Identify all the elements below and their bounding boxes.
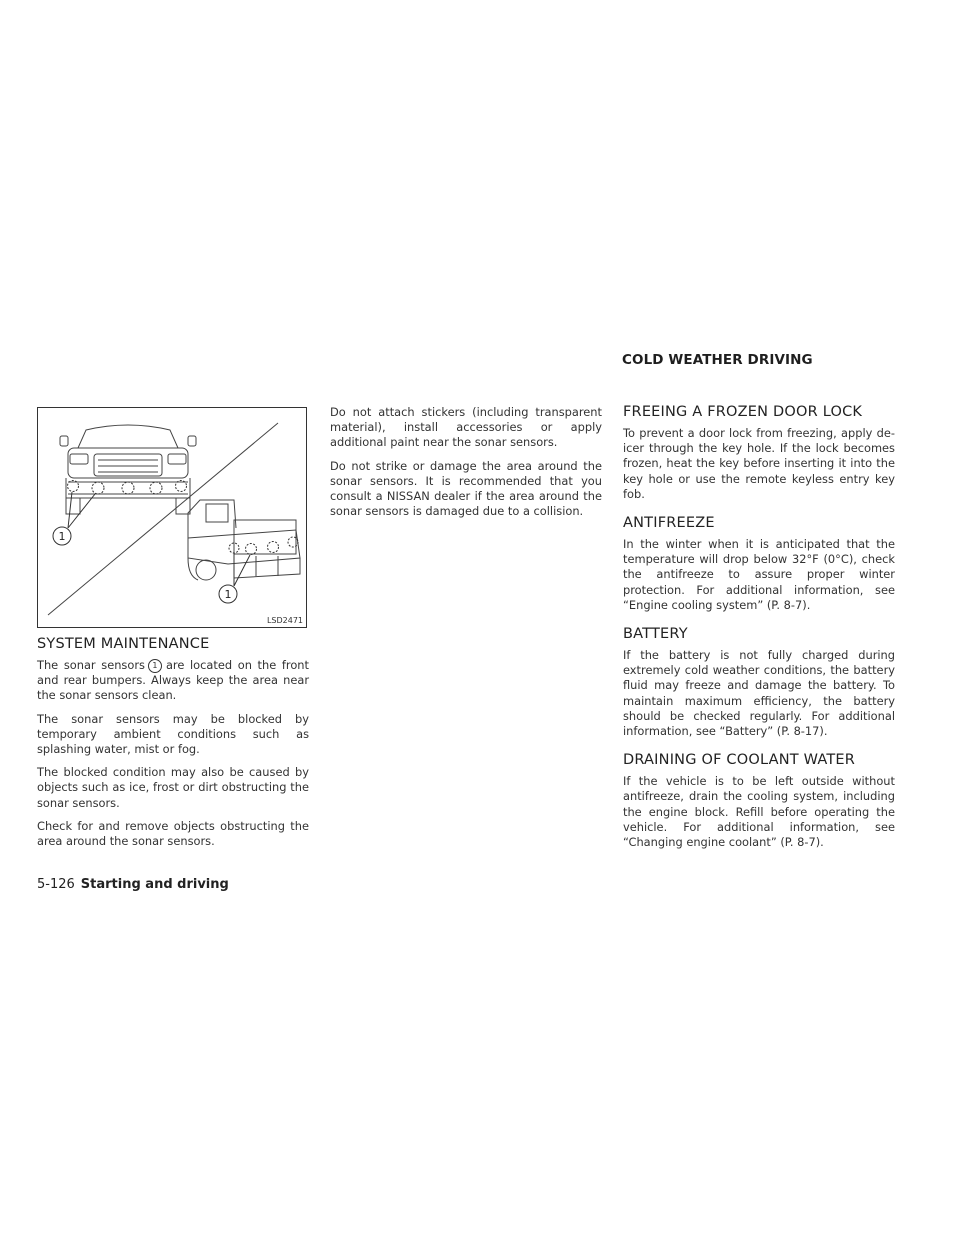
sensor-icon: [246, 544, 257, 555]
paragraph: Do not strike or damage the area around the sonar sensors. It is recommended that you consult a NISSAN dealer if the area around the sonar sensors is damaged due to a collision.: [330, 458, 602, 519]
paragraph: Do not attach stickers (including transparent material), install accessories or apply additional paint near the sonar sensors.: [330, 405, 602, 450]
callout-marker: 1: [148, 659, 162, 673]
paragraph: To prevent a door lock from freezing, apply de-icer through the key hole. If the lock becomes frozen, heat the key before inserting it into the key hole or use the remote keyless entry key fob.: [623, 426, 895, 501]
paragraph: If the vehicle is to be left outside without antifreeze, drain the cooling system, including the engine block. Refill before operating the vehicle. For additional information, see “Changing engine coolant” (P. 8-7).: [623, 774, 895, 850]
front-truck-body: [68, 448, 188, 478]
figure-code: LSD2471: [266, 616, 303, 625]
callout-label-front: 1: [58, 530, 66, 543]
column-right: [623, 403, 895, 862]
heading-freeing-door-lock: FREEING A FROZEN DOOR LOCK: [623, 404, 863, 420]
sensor-icon: [92, 482, 104, 494]
column-middle: [330, 405, 602, 527]
paragraph: The sonar sensors may be blocked by temporary ambient conditions such as splashing water, mist or fog.: [37, 711, 309, 757]
sensor-icon: [268, 542, 279, 553]
chapter-title: Starting and driving: [80, 877, 229, 892]
callout-label-rear: 1: [224, 588, 232, 601]
paragraph: If the battery is not fully charged during extremely cold weather conditions, the battery fluid may freeze and damage the battery. To maintain maximum efficiency, the battery should be checked regularly. For additional information, see “Battery” (P. 8-17).: [623, 648, 895, 739]
page-number: 5-126: [37, 877, 75, 892]
heading-battery: BATTERY: [623, 626, 688, 643]
heading-system-maintenance: SYSTEM MAINTENANCE: [37, 636, 210, 652]
sonar-sensor-illustration: [37, 407, 307, 628]
heading-draining-coolant: DRAINING OF COOLANT WATER: [623, 752, 856, 769]
paragraph: The blocked condition may also be caused by objects such as ice, frost or dirt obstructing the sonar sensors.: [37, 765, 309, 810]
paragraph: In the winter when it is anticipated that the temperature will drop below 32°F (0°C), check the antifreeze to assure proper winter protection. For additional information, see “Engine cooling system” (P. 8-7).: [623, 537, 895, 612]
front-truck-roof: [78, 425, 178, 448]
rear-truck-cab: [188, 500, 236, 538]
heading-antifreeze: ANTIFREEZE: [623, 515, 715, 532]
paragraph: The sonar sensors 1 are located on the front and rear bumpers. Always keep the area near the sonar sensors clean.: [37, 658, 309, 703]
truck-diagram: [38, 408, 306, 627]
sensor-icon: [150, 482, 162, 494]
sensor-icon: [122, 482, 134, 494]
paragraph: Check for and remove objects obstructing the area around the sonar sensors.: [37, 818, 309, 849]
section-header: COLD WEATHER DRIVING: [622, 352, 813, 368]
column-left: [37, 635, 309, 857]
page-footer: [37, 877, 229, 892]
divider-line: [48, 423, 278, 615]
